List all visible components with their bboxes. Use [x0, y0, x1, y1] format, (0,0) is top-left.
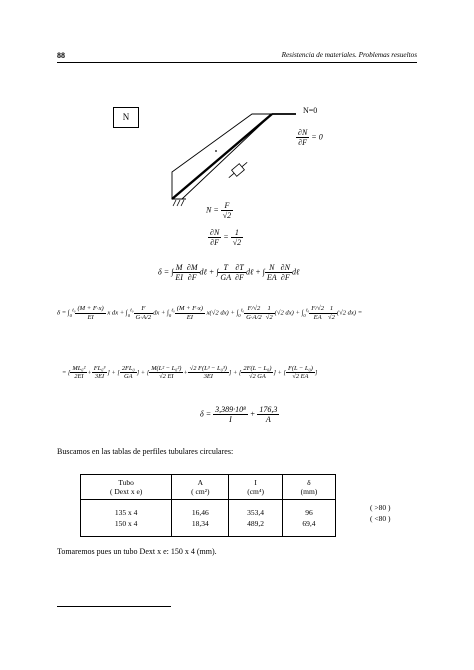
equation-delta-result: δ = $\frac{\text{3,389·10⁸}}{I}$ + $\frac{176,3}{A}$	[200, 405, 278, 425]
cell-delta: 96	[282, 500, 335, 519]
running-header: Resistencia de materiales. Problemas resueltos	[281, 51, 417, 59]
cell-inertia: 353,4	[229, 500, 283, 519]
conclusion-text: Tomaremos pues un tubo Dext x e: 150 x 4 (mm).	[57, 547, 217, 556]
cell-area: 16,46	[172, 500, 229, 519]
equation-delta-integrals: $\delta = \int_0^{\ell_0}$ $\frac{(M + F\cdot x)}{EI}$ x dx + $\int_0^{\ell_0}$ $\frac{F}{G\cdot A/2}$ dx + $\int_0^{\ell_0}$ $\frac{(M + F\cdot x)}{EI}$ x(√2 $dx) + \int_0^{\ell_0}$ $\frac{F/√2}{G\cdot A/2}$ $\frac{1}{√2}$ (√2 $dx) + \int_0^{\ell_0}$ $\frac{F/√2}{EA}$ $\frac{1}{√2}$ (√2 dx) =	[57, 305, 363, 321]
equation-delta-expanded: = [ $\frac{\text{ML₀²}}{2EI}$ + $\frac{\text{FL₀³}}{3EI}$ ] + [ $\frac{\text{2FL₀}}{GA}$ ] + [ $\frac{\text{M(L² − L₀²)}}{√2 EI}$ + $\frac{\text{√2 F(L³ − L₀³)}}{3EI}$ ] + [ $\frac{\text{2F(L − L₀)}}{√2 GA}$ ] + [ $\frac{\text{F(L − L₀)}}{√2 EA}$ ]	[62, 365, 318, 381]
cell-tubo: 150 x 4	[81, 518, 172, 537]
equation-delta-definition: δ = ∫ $\frac{M}{EI}$ $\frac{\partial M}{\partial F}$ dℓ + ∫ $\frac{T}{GA}$ $\frac{\partial T}{\partial F}$ dℓ + ∫ $\frac{N}{EA}$ $\frac{\partial N}{\partial F}$ dℓ	[158, 263, 300, 283]
table-row	[81, 500, 336, 519]
cell-tubo: 135 x 4	[81, 500, 172, 519]
force-label: N=0	[303, 106, 318, 115]
header-area: A ( cm²)	[172, 475, 229, 500]
cell-delta: 69,4	[282, 518, 335, 537]
header-tubo: Tubo ( Dext x e)	[81, 475, 172, 500]
intro-text: Buscamos en las tablas de perfiles tubulares circulares:	[57, 447, 234, 456]
figure-label-box: N	[113, 107, 139, 128]
table-header-row	[81, 475, 336, 500]
equation-dN-dF-zero: $\frac{\partial N}{\partial F}$ = 0	[298, 128, 323, 148]
profile-table	[80, 474, 336, 537]
header-rule	[57, 62, 417, 63]
header-delta: δ (mm)	[282, 475, 335, 500]
header-inertia: I (cm⁴)	[229, 475, 283, 500]
table-row	[81, 518, 336, 537]
page-number: 88	[57, 51, 65, 60]
footnote-rule	[57, 606, 171, 607]
cell-inertia: 489,2	[229, 518, 283, 537]
inclined-beam-diagram	[160, 100, 310, 220]
cell-area: 18,34	[172, 518, 229, 537]
row-note: ( <80 )	[370, 514, 391, 523]
equation-dN-dF: $\frac{\partial N}{\partial F}$ = $\frac{1}{√2}$	[210, 228, 242, 248]
equation-N: N = $\frac{F}{√2}$	[206, 201, 232, 221]
row-note: ( >80 )	[370, 503, 391, 512]
